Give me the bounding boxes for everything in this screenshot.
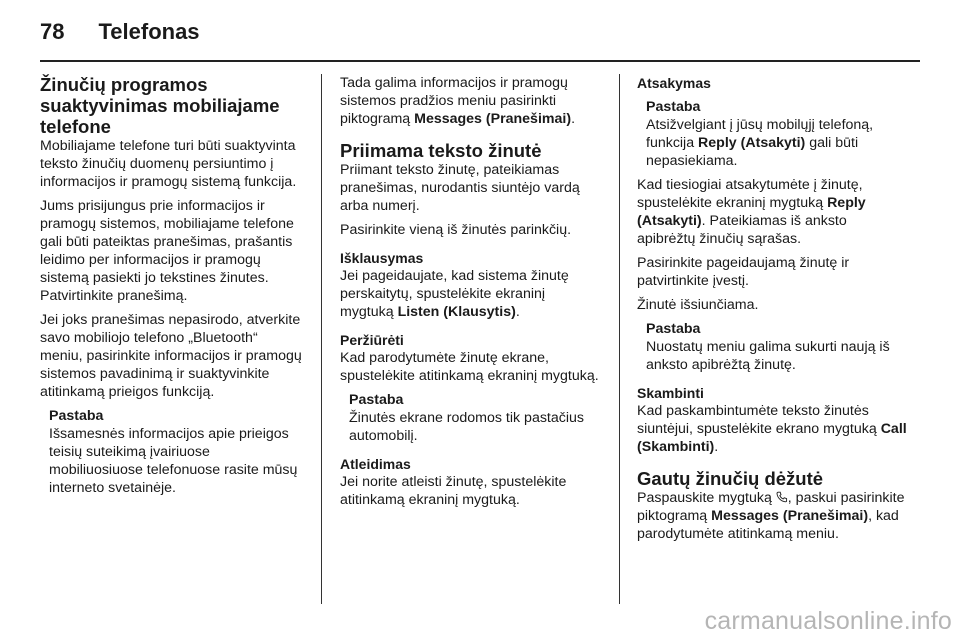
section-heading-inbox: Gautų žinučių dėžutė (637, 468, 824, 489)
paragraph: Jei pageidaujate, kad sistema žinutę perskaitytų, spustelėkite ekraninį mygtuką Listen (Klausytis). (340, 268, 569, 320)
note-text: Žinutės ekrane rodomos tik pastačius automobilį. (349, 410, 584, 444)
note-text: Atsižvelgiant į jūsų mobilųjį telefoną, funkcija Reply (Atsakyti) gali būti nepasiekiama. (646, 117, 874, 169)
column-divider-2 (619, 74, 620, 604)
ui-term: Messages (Pranešimai) (414, 111, 572, 127)
note-title: Pastaba (646, 99, 701, 115)
section-heading-activation: Žinučių programos suaktyvinimas mobiliajame telefone (40, 74, 280, 137)
paragraph: Kad tiesiogiai atsakytumėte į žinutę, spustelėkite ekraninį mygtuką Reply (Atsakyti). Pateikiamas iš anksto apibrėžtų žinučių sąrašas. (637, 177, 866, 247)
page-header (40, 14, 200, 50)
subheading-dismiss: Atleidimas (340, 456, 411, 472)
subheading-call: Skambinti (637, 385, 704, 401)
subheading-reply: Atsakymas (637, 75, 711, 91)
note-title: Pastaba (646, 321, 701, 337)
watermark: carmanualsonline.info (704, 607, 952, 635)
paragraph: Paspauskite mygtuką , paskui pasirinkite piktogramą Messages (Pranešimai), kad parodytumėte atitinkamą meniu. (637, 490, 905, 542)
paragraph: Priimant teksto žinutę, pateikiamas pranešimas, nurodantis siuntėjo vardą arba numerį. (340, 162, 580, 214)
ui-term: Listen (Klausytis) (397, 304, 516, 320)
paragraph: Jei joks pranešimas nepasirodo, atverkite savo mobiliojo telefono „Bluetooth“ meniu, pasirinkite informacijos ir pramogų sistemos pavadinimą ir suaktyvinkite atitinkamą prieigos funkciją. (40, 312, 302, 400)
paragraph: Mobiliajame telefone turi būti suaktyvinta teksto žinučių duomenų persiuntimo į informacijos ir pramogų sistemą funkcija. (40, 138, 297, 190)
ui-term: Call (Skambinti) (637, 421, 907, 455)
paragraph: Tada galima informacijos ir pramogų sistemos pradžios meniu pasirinkti piktogramą Messages (Pranešimai). (340, 75, 576, 127)
paragraph: Kad parodytumėte žinutę ekrane, spustelėkite atitinkamą ekraninį mygtuką. (340, 350, 599, 384)
column-divider-1 (321, 74, 322, 604)
note-title: Pastaba (49, 408, 104, 424)
paragraph: Kad paskambintumėte teksto žinutės siuntėjui, spustelėkite ekrano mygtuką Call (Skambinti). (637, 403, 907, 455)
note-box (637, 320, 909, 374)
column-1 (40, 74, 302, 503)
phone-icon (776, 491, 788, 503)
column-3 (637, 74, 909, 549)
note-box (340, 391, 602, 445)
page-number: 78 (40, 19, 65, 44)
ui-term: Reply (Atsakyti) (637, 195, 866, 229)
note-text: Nuostatų meniu galima sukurti naują iš anksto apibrėžtą žinutę. (646, 339, 890, 373)
paragraph: Žinutė išsiunčiama. (637, 297, 759, 313)
note-box (637, 98, 909, 170)
ui-term: Messages (Pranešimai) (711, 508, 869, 524)
paragraph: Pasirinkite pageidaujamą žinutę ir patvirtinkite įvestį. (637, 255, 850, 289)
note-text: Išsamesnės informacijos apie prieigos teisių suteikimą įvairiuose mobiliuosiuose telefonuose rasite mūsų interneto svetainėje. (49, 426, 298, 496)
section-heading-incoming: Priimama teksto žinutė (340, 140, 542, 161)
header-divider (40, 60, 920, 62)
subheading-listen: Išklausymas (340, 250, 424, 266)
column-2 (340, 74, 602, 515)
page-title: Telefonas (98, 19, 200, 44)
paragraph: Pasirinkite vieną iš žinutės parinkčių. (340, 222, 572, 238)
note-box (40, 407, 302, 497)
subheading-view: Peržiūrėti (340, 332, 404, 348)
paragraph: Jei norite atleisti žinutę, spustelėkite atitinkamą ekraninį mygtuką. (340, 474, 567, 508)
ui-term: Reply (Atsakyti) (698, 135, 806, 151)
paragraph: Jums prisijungus prie informacijos ir pramogų sistemos, mobiliajame telefone gali būti pateiktas pranešimas, prašantis leidimo per informacijos ir pramogų sistemą pasiekti jo tekstines žinutes. Patvirtinkite pranešimą. (40, 198, 294, 304)
note-title: Pastaba (349, 392, 404, 408)
